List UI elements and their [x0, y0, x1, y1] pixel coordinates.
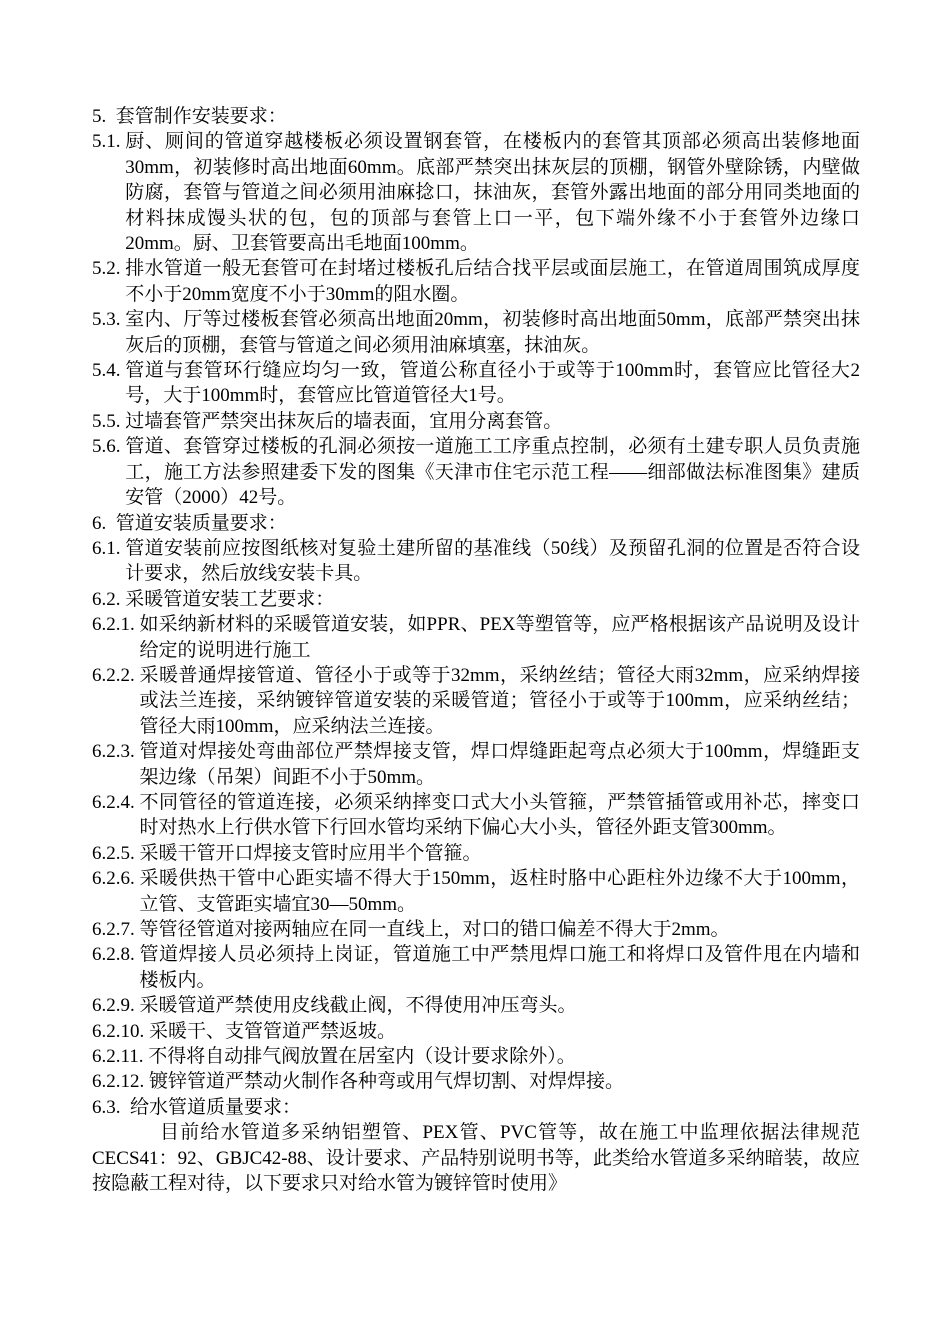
- clause-item: [92, 612, 860, 663]
- clause-text: 过墙套管严禁突出抹灰后的墙表面，宜用分离套管。: [125, 410, 563, 432]
- clause-item: [92, 866, 860, 917]
- clause-item: [92, 993, 860, 1018]
- clause-item: [92, 1044, 860, 1069]
- clause-text: 不得将自动排气阀放置在居室内（设计要求除外）。: [148, 1046, 576, 1068]
- clause-text: 管道对焊接处弯曲部位严禁焊接支管，焊口焊缝距起弯点必须大于100mm，焊缝距支架边缘（吊架）间距不小于50mm。: [139, 741, 860, 788]
- clause-number: 6.2.10.: [92, 1020, 149, 1042]
- clause-text: 室内、厅等过楼板套管必须高出地面20mm，初装修时高出地面50mm，底部严禁突出抹灰后的顶棚，套管与管道之间必须用油麻填塞，抹油灰。: [125, 309, 860, 356]
- clause-list: [92, 104, 860, 1120]
- clause-number: 5.2.: [92, 258, 126, 280]
- clause-text: 采暖干管开口焊接支管时应用半个管箍。: [139, 842, 482, 864]
- clause-text: 采暖普通焊接管道、管径小于或等于32mm，采纳丝结；管径大雨32mm，应采纳焊接或法兰连接，采纳镀锌管道安装的采暖管道；管径小于或等于100mm，应采纳丝结；管径大雨100mm，应采纳法兰连接。: [139, 664, 860, 737]
- clause-text: 采暖干、支管管道严禁返坡。: [149, 1020, 397, 1042]
- clause-text: 厨、厕间的管道穿越楼板必须设置钢套管，在楼板内的套管其顶部必须高出装修地面30mm，初装修时高出地面60mm。底部严禁突出抹灰层的顶棚，钢管外壁除锈，内壁做防腐，套管与管道之间必须用油麻捻口，抹油灰，套管外露出地面的部分用同类地面的材料抹成馒头状的包，包的顶部与套管上口一平，包下端外缘不小于套管外边缘口20mm。厨、卫套管要高出毛地面100mm。: [125, 131, 860, 255]
- clause-item: [92, 129, 860, 256]
- closing-paragraph: 目前给水管道多采纳铝塑管、PEX管、PVC管等，故在施工中监理依据法律规范CECS41：92、GBJC42-88、设计要求、产品特别说明书等，此类给水管道多采纳暗装，故应按隐蔽工程对待，以下要求只对给水管为镀锌管时使用》: [92, 1122, 860, 1195]
- clause-item: [92, 1069, 860, 1094]
- clause-text: 管道安装质量要求：: [115, 512, 287, 534]
- clause-item: [92, 104, 860, 129]
- clause-number: 6.2.4.: [92, 791, 140, 813]
- clause-item: [92, 790, 860, 841]
- clause-text: 管道焊接人员必须持上岗证，管道施工中严禁甩焊口施工和将焊口及管件甩在内墙和楼板内。: [139, 944, 860, 991]
- clause-text: 排水管道一般无套管可在封堵过楼板孔后结合找平层或面层施工，在管道周围筑成厚度不小于20mm宽度不小于30mm的阻水圈。: [125, 258, 860, 305]
- clause-number: 6.2.12.: [92, 1071, 149, 1093]
- clause-text: 不同管径的管道连接，必须采纳摔变口式大小头管箍，严禁管插管或用补芯，摔变口时对热水上行供水管下行回水管均采纳下偏心大小头，管径外距支管300mm。: [139, 791, 860, 839]
- clause-number: 5.3.: [92, 309, 126, 331]
- clause-number: 6.2.6.: [92, 868, 140, 890]
- clause-item: [92, 1095, 860, 1120]
- clause-text: 给水管道质量要求：: [130, 1096, 302, 1118]
- clause-number: 5.1.: [92, 131, 126, 153]
- clause-item: [92, 511, 860, 536]
- clause-text: 如采纳新材料的采暖管道安装，如PPR、PEX等塑管等，应严格根据该产品说明及设计给定的说明进行施工: [139, 614, 860, 661]
- clause-item: [92, 841, 860, 866]
- clause-number: 5.4.: [92, 360, 126, 382]
- clause-item: [92, 663, 860, 739]
- clause-text: 管道、套管穿过楼板的孔洞必须按一道施工工序重点控制，必须有土建专职人员负责施工，施工方法参照建委下发的图集《天津市住宅示范工程——细部做法标准图集》建质安管（2000）42号。: [125, 436, 860, 509]
- clause-number: 5.5.: [92, 410, 126, 432]
- clause-number: 6.2.1.: [92, 614, 140, 636]
- clause-text: 套管制作安装要求：: [115, 106, 287, 127]
- clause-item: [92, 1019, 860, 1044]
- clause-text: 采暖供热干管中心距实墙不得大于150mm，返柱时胳中心距柱外边缘不大于100mm，立管、支管距实墙宜30—50mm。: [139, 868, 860, 915]
- clause-number: 6.2.9.: [92, 995, 140, 1017]
- clause-number: 6.2.11.: [92, 1046, 149, 1068]
- clause-item: [92, 434, 860, 510]
- clause-item: [92, 536, 860, 587]
- clause-item: [92, 917, 860, 942]
- clause-item: [92, 587, 860, 612]
- clause-number: 6.2.2.: [92, 664, 140, 686]
- clause-text: 镀锌管道严禁动火制作各种弯或用气焊切割、对焊焊接。: [149, 1071, 625, 1093]
- document-page: [92, 104, 860, 1196]
- clause-number: 5.6.: [92, 436, 126, 458]
- clause-item: [92, 409, 860, 434]
- clause-item: [92, 307, 860, 358]
- clause-number: 6.2.8.: [92, 944, 140, 966]
- clause-text: 等管径管道对接两轴应在同一直线上，对口的错口偏差不得大于2mm。: [139, 919, 730, 940]
- clause-number: 6.2.5.: [92, 842, 140, 864]
- clause-number: 6.2.: [92, 588, 126, 610]
- clause-text: 采暖管道安装工艺要求：: [125, 588, 335, 610]
- clause-number: 6.2.3.: [92, 741, 140, 763]
- clause-text: 采暖管道严禁使用皮线截止阀，不得使用冲压弯头。: [139, 995, 577, 1017]
- clause-number: 6.3.: [92, 1096, 130, 1118]
- clause-number: 6.: [92, 512, 116, 534]
- clause-item: [92, 256, 860, 307]
- clause-item: [92, 739, 860, 790]
- clause-item: [92, 942, 860, 993]
- clause-number: 5.: [92, 106, 116, 127]
- clause-item: [92, 358, 860, 409]
- clause-text: 管道安装前应按图纸核对复验土建所留的基准线（50线）及预留孔洞的位置是否符合设计要求，然后放线安装卡具。: [125, 537, 860, 585]
- clause-number: 6.2.7.: [92, 919, 140, 940]
- clause-text: 管道与套管环行缝应均匀一致，管道公称直径小于或等于100mm时，套管应比管径大2号，大于100mm时，套管应比管道管径大1号。: [125, 360, 860, 407]
- clause-number: 6.1.: [92, 537, 126, 559]
